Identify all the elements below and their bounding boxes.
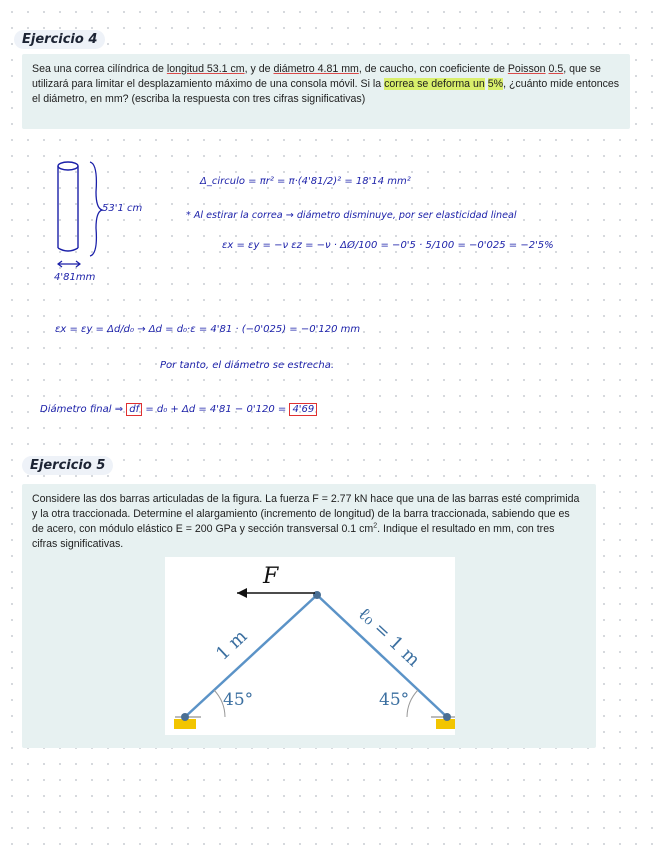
- problem-text: , que se utilizará para limitar el desplazamiento máximo de una consola móvil. Si la: [32, 63, 601, 90]
- diameter-label: 4'81mm: [54, 272, 96, 283]
- problem-text: . Indique el resultado en mm, con tres cifras significativas.: [32, 523, 555, 550]
- exercise-4-problem-card: [22, 54, 630, 129]
- right-angle-label: 45°: [379, 690, 410, 710]
- problem-text: , y de: [244, 63, 274, 75]
- unit-superscript: 2: [373, 522, 378, 530]
- problem-text: , ¿cuánto mide entonces el diámetro, en mm? (escriba la respuesta con tres cifras significativas): [32, 78, 620, 105]
- poisson-underline: Poisson: [507, 63, 546, 75]
- exercise-5-title: Ejercicio 5: [22, 456, 113, 475]
- deformation-highlight: correa se deforma un: [384, 78, 485, 90]
- right-pin: [443, 713, 451, 721]
- problem-text: Sea una correa cilíndrica de: [32, 63, 167, 75]
- problem-text: Considere las dos barras articuladas de la figura. La fuerza F = 2.77 kN hace que una de las barras esté comprimida y la otra traccionada. Determine el alargamiento (incremento de longitud) de la barra traccionada, sabiendo que es de acero, con módulo elástico E = 200 GPa y sección transversal 0.1 cm: [32, 493, 580, 535]
- problem-text: , de caucho, con coeficiente de: [358, 63, 508, 75]
- poisson-value-underline: 0.5: [548, 63, 564, 75]
- top-joint: [313, 591, 321, 599]
- final-diameter-line: [40, 404, 317, 415]
- area-equation: Δ_circulo = πr² = π·(4'81/2)² = 18'14 mm²: [200, 176, 411, 187]
- left-pin: [181, 713, 189, 721]
- left-angle-label: 45°: [223, 690, 254, 710]
- strain-equation: εx = εy = −ν εz = −ν · ΔØ/100 = −0'5 · 5/100 = −0'025 = −2'5%: [222, 240, 554, 251]
- final-answer-box: 4'69: [289, 403, 317, 416]
- stretch-note: * Al estirar la correa → diámetro disminuye, por ser elasticidad lineal: [186, 210, 517, 221]
- delta-equation: εx = εy = Δd/d₀ → Δd = d₀·ε = 4'81 · (−0'025) = −0'120 mm: [55, 324, 361, 335]
- force-label: F: [263, 564, 279, 589]
- cylinder-sketch: [40, 152, 110, 292]
- final-equation: = d₀ + Δd = 4'81 − 0'120 =: [145, 404, 287, 415]
- final-label: Diámetro final ⇒: [40, 404, 124, 415]
- percent-highlight: 5%: [487, 78, 504, 90]
- length-underline: longitud 53.1 cm: [166, 63, 245, 75]
- left-bar-label: 1 m: [212, 625, 252, 665]
- length-label: 53'1 cm: [102, 203, 143, 214]
- conclusion-note: Por tanto, el diámetro se estrecha.: [160, 360, 335, 371]
- diameter-underline: diámetro 4.81 mm: [273, 63, 359, 75]
- truss-figure: [165, 557, 455, 735]
- truss-diagram: [165, 557, 455, 735]
- right-bar-label: ℓ₀ = 1 m: [353, 603, 424, 671]
- exercise-4-title: Ejercicio 4: [14, 30, 105, 49]
- final-symbol-box: df: [126, 403, 142, 416]
- exercise-5-text: [32, 492, 582, 552]
